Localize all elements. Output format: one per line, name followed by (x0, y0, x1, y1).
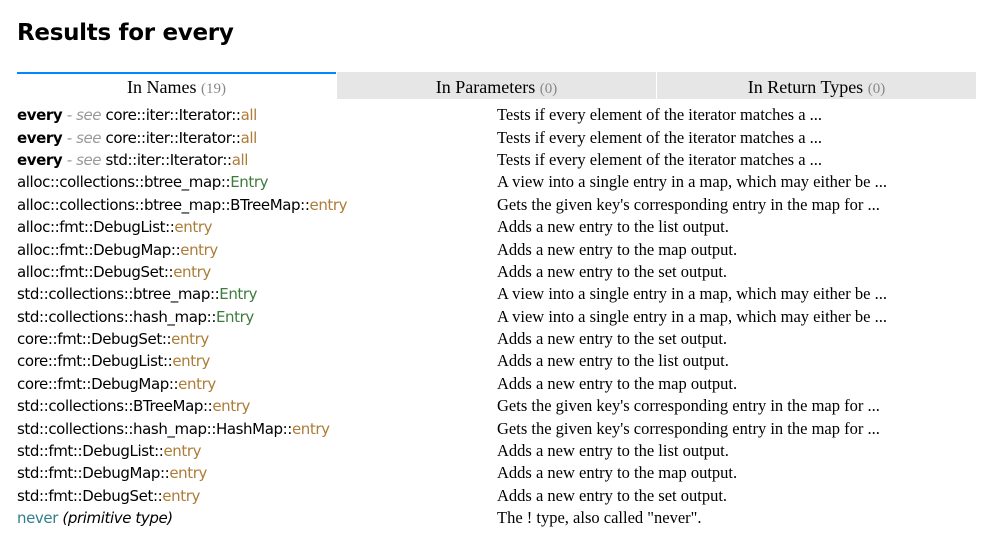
result-description: Tests if every element of the iterator matches a ... (497, 127, 823, 147)
item-kind-note: (primitive type) (62, 509, 173, 528)
result-name (17, 487, 497, 505)
result-row[interactable] (17, 194, 976, 216)
item-path: std::collections::BTreeMap:: (17, 397, 213, 416)
see-label: - see (66, 128, 102, 147)
result-description: A view into a single entry in a map, which may either be ... (497, 306, 887, 326)
item-path: core::fmt::DebugMap:: (17, 374, 179, 393)
item-path: alloc::collections::btree_map::BTreeMap:: (17, 195, 310, 214)
result-description: Adds a new entry to the map output. (497, 373, 738, 393)
alias-keyword: every (17, 150, 63, 169)
result-row[interactable] (17, 440, 976, 462)
result-description: Adds a new entry to the list output. (497, 351, 729, 371)
item-path: core::iter::Iterator:: (105, 128, 241, 147)
item-name: entry (173, 262, 211, 281)
result-description: A view into a single entry in a map, which may either be ... (497, 284, 887, 304)
alias-keyword: every (17, 128, 63, 147)
item-name: entry (169, 464, 207, 483)
result-name (17, 129, 497, 147)
item-name: all (240, 106, 257, 125)
result-name (17, 352, 497, 370)
result-row[interactable] (17, 485, 976, 507)
result-row[interactable] (17, 238, 976, 260)
result-row[interactable] (17, 373, 976, 395)
result-description: Adds a new entry to the set output. (497, 261, 728, 281)
result-row[interactable] (17, 171, 976, 193)
results-list (17, 104, 976, 529)
tab-in-names[interactable] (17, 72, 336, 99)
result-row[interactable] (17, 149, 976, 171)
results-tabs (17, 72, 976, 99)
result-row[interactable] (17, 216, 976, 238)
item-path: std::fmt::DebugSet:: (17, 486, 163, 505)
item-path: alloc::fmt::DebugMap:: (17, 240, 181, 259)
item-path: alloc::fmt::DebugList:: (17, 218, 175, 237)
tab-label: In Names (127, 77, 197, 97)
result-name (17, 330, 497, 348)
result-description: Adds a new entry to the map output. (497, 463, 738, 483)
tab-in-parameters[interactable] (337, 72, 656, 99)
result-name (17, 308, 497, 326)
item-name: never (17, 509, 59, 528)
result-name (17, 173, 497, 191)
item-name: entry (172, 352, 211, 371)
item-name: Entry (230, 173, 269, 192)
item-path: std::collections::btree_map:: (17, 285, 220, 304)
item-path: core::fmt::DebugSet:: (17, 330, 172, 349)
item-path: std::collections::hash_map::HashMap:: (17, 419, 292, 438)
item-name: entry (162, 486, 200, 505)
result-name (17, 442, 497, 460)
result-row[interactable] (17, 395, 976, 417)
alias-keyword: every (17, 106, 63, 125)
result-description: Adds a new entry to the set output. (497, 485, 728, 505)
see-label: - see (66, 150, 102, 169)
tab-label: In Return Types (747, 77, 864, 97)
result-description: Gets the given key's corresponding entry in the map for ... (497, 418, 880, 438)
item-name: Entry (215, 307, 254, 326)
result-name (17, 106, 497, 124)
item-name: entry (178, 374, 216, 393)
item-path: std::fmt::DebugMap:: (17, 464, 170, 483)
item-name: entry (309, 195, 348, 214)
result-name (17, 464, 497, 482)
item-path: alloc::fmt::DebugSet:: (17, 262, 174, 281)
result-row[interactable] (17, 126, 976, 148)
result-row[interactable] (17, 350, 976, 372)
item-path: std::collections::hash_map:: (17, 307, 216, 326)
item-name: entry (180, 240, 218, 259)
see-label: - see (66, 106, 102, 125)
result-name (17, 241, 497, 259)
result-description: Tests if every element of the iterator matches a ... (497, 105, 823, 125)
result-description: Gets the given key's corresponding entry in the map for ... (497, 396, 880, 416)
result-name (17, 285, 497, 303)
result-description: The ! type, also called "never". (497, 508, 702, 528)
result-description: Adds a new entry to the map output. (497, 239, 738, 259)
item-name: entry (212, 397, 250, 416)
item-name: entry (163, 442, 202, 461)
item-path: std::fmt::DebugList:: (17, 442, 164, 461)
item-path: std::iter::Iterator:: (105, 150, 232, 169)
tab-count: (0) (867, 81, 886, 97)
result-name (17, 397, 497, 415)
item-name: all (240, 128, 257, 147)
result-row[interactable] (17, 261, 976, 283)
result-name (17, 263, 497, 281)
tab-label: In Parameters (435, 77, 536, 97)
item-path: alloc::collections::btree_map:: (17, 173, 231, 192)
item-name: Entry (219, 285, 258, 304)
item-path: core::iter::Iterator:: (105, 106, 241, 125)
search-results-page (17, 0, 976, 529)
result-row[interactable] (17, 104, 976, 126)
result-row[interactable] (17, 306, 976, 328)
result-description: A view into a single entry in a map, which may either be ... (497, 172, 887, 192)
item-name: entry (171, 330, 209, 349)
tab-count: (0) (539, 81, 558, 97)
item-name: entry (174, 218, 213, 237)
result-row[interactable] (17, 462, 976, 484)
result-description: Gets the given key's corresponding entry in the map for ... (497, 194, 880, 214)
result-description: Adds a new entry to the list output. (497, 441, 729, 461)
result-name (17, 375, 497, 393)
result-description: Tests if every element of the iterator matches a ... (497, 149, 823, 169)
result-description: Adds a new entry to the list output. (497, 217, 729, 237)
tab-count: (19) (200, 81, 226, 97)
result-name (17, 151, 497, 169)
result-description: Adds a new entry to the set output. (497, 329, 728, 349)
result-name (17, 218, 497, 236)
result-row[interactable] (17, 283, 976, 305)
result-row[interactable] (17, 417, 976, 439)
item-name: entry (291, 419, 330, 438)
result-name (17, 196, 497, 214)
result-name (17, 509, 497, 527)
page-title: Results for every (17, 20, 234, 46)
tab-in-return-types[interactable] (657, 72, 976, 99)
item-name: all (231, 150, 249, 169)
item-path: core::fmt::DebugList:: (17, 352, 173, 371)
result-row[interactable] (17, 507, 976, 529)
result-row[interactable] (17, 328, 976, 350)
result-name (17, 420, 497, 438)
